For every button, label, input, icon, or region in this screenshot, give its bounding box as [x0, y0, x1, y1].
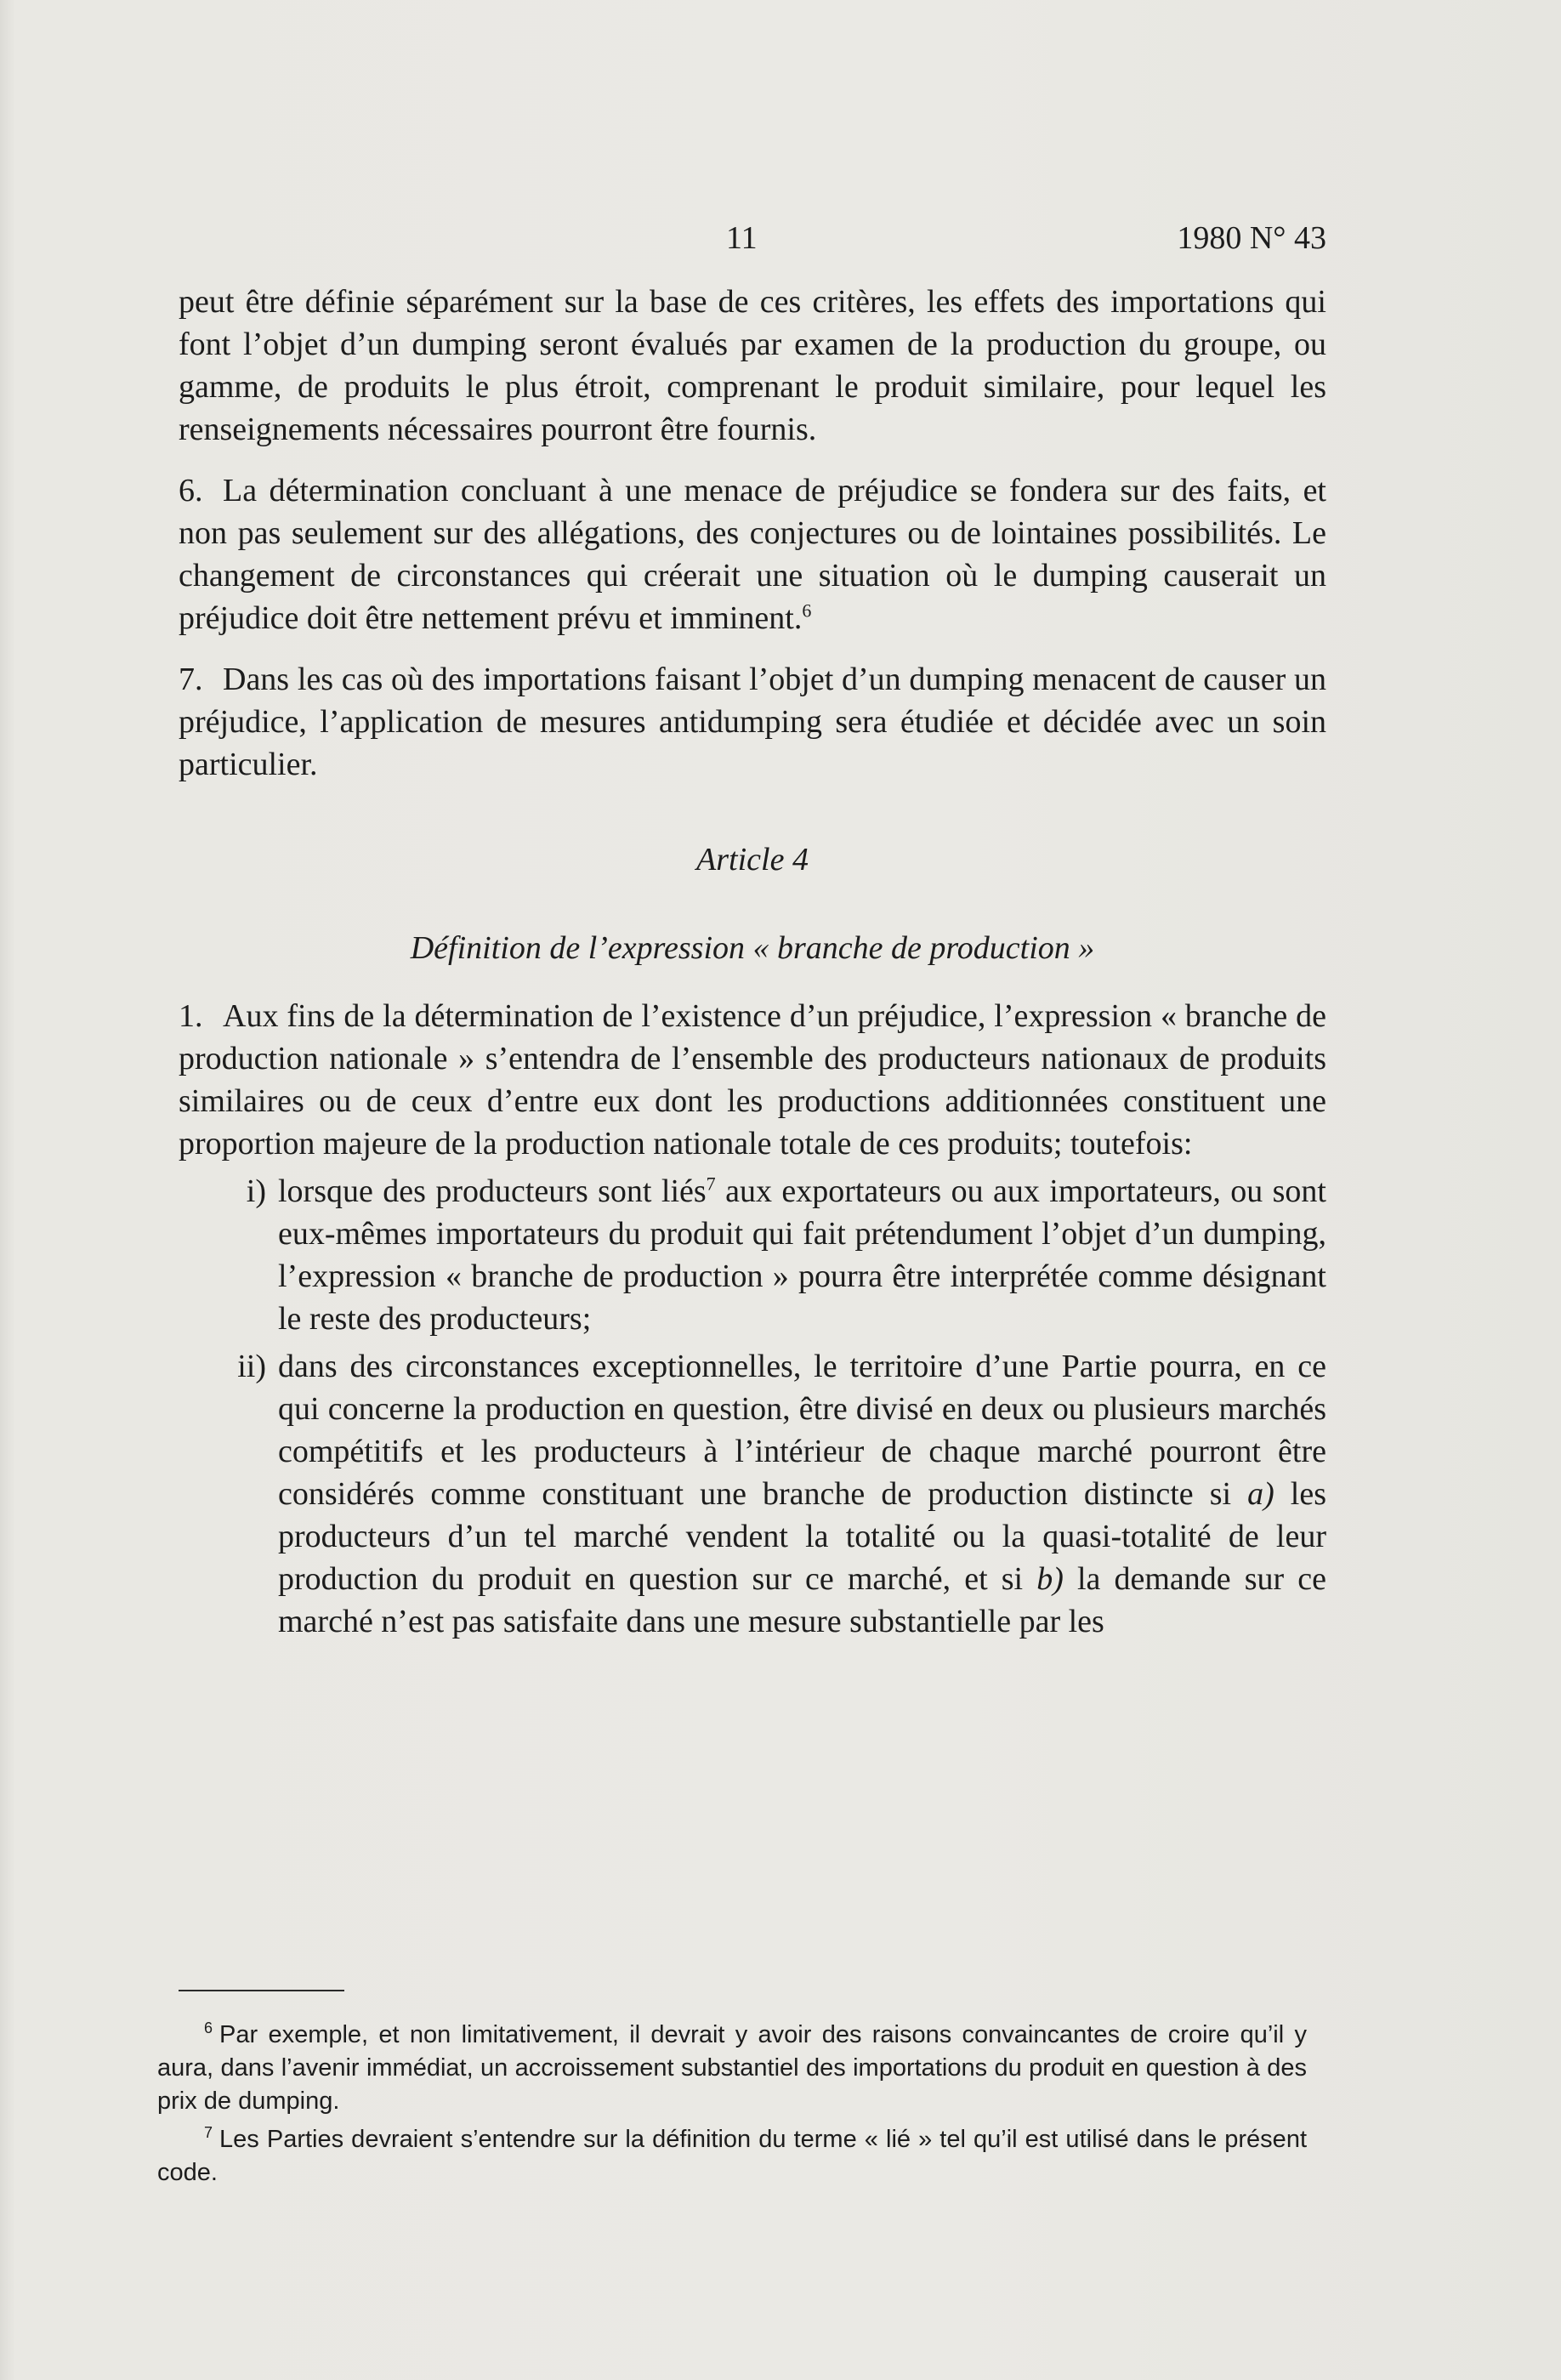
paragraph-text: Aux fins de la détermination de l’existence d’un préjudice, l’expression « branche de production nationale » s’entendra de l’ensemble des producteurs nationaux de produits similaires ou de ceux d’entre eux dont les productions additionnées constituent une proportion majeure de la production nationale totale de ces produits; toutefois: [179, 998, 1326, 1162]
footnote-text: Par exemple, et non limitativement, il devrait y avoir des raisons convaincantes de croire qu’il y aura, dans l’avenir immédiat, un accroissement substantiel des importations du produit en question à des prix de dumping. [157, 2021, 1307, 2115]
paragraph-number: 7. [179, 662, 203, 697]
item-text-end: la demande sur ce marché n’est pas satisfaite dans une mesure substantielle par les [278, 1561, 1326, 1639]
item-text-start: lorsque des producteurs sont liés [278, 1173, 707, 1209]
paragraph-text: Dans les cas où des importations faisant l’objet d’un dumping menacent de causer un préjudice, l’application de mesures antidumping sera étudiée et décidée avec un soin particulier. [179, 662, 1326, 782]
item-text [278, 1170, 1326, 1340]
item-label: ii) [237, 1349, 266, 1384]
footnote-ref: 7 [706, 1173, 716, 1195]
continuation-paragraph: peut être définie séparément sur la base de ces critères, les effets des importations qui font l’objet d’un dumping seront évalués par examen de la production du groupe, ou gamme, de produits le plus étroit, comprenant le produit similaire, pour lequel les renseignements nécessaires pourront être fournis. [179, 284, 1326, 447]
body-text [179, 281, 1326, 1643]
paragraph-6 [179, 469, 1326, 639]
sub-label-a: a) [1247, 1476, 1274, 1512]
document-reference: 1980 N° 43 [1177, 220, 1326, 256]
footnote-ref: 6 [802, 599, 812, 622]
paragraph-number: 6. [179, 473, 203, 508]
page-header [179, 219, 1326, 262]
article-title: Article 4 [696, 842, 809, 878]
list-item-i [179, 1170, 1326, 1340]
article-paragraph-1 [179, 995, 1326, 1165]
footnote-text: Les Parties devraient s’entendre sur la définition du terme « lié » tel qu’il est utilisé dans le présent code. [157, 2126, 1307, 2186]
footnote-divider [179, 1990, 344, 1991]
page-number: 11 [726, 220, 758, 256]
item-label: i) [246, 1173, 266, 1209]
footnote-number: 7 [204, 2124, 213, 2142]
item-text-end: aux exportateurs ou aux importateurs, ou sont eux-mêmes importateurs du produit qui fait prétendument l’objet d’un dumping, l’expression « branche de production » pourra être interprétée comme désignant le reste des producteurs; [278, 1173, 1326, 1337]
paragraph-text: La détermination concluant à une menace de préjudice se fondera sur des faits, et non pas seulement sur des allégations, des conjectures ou de lointaines possibilités. Le changement de circonstances qui créerait une situation où le dumping causerait un préjudice doit être nettement prévu et imminent. [179, 473, 1326, 636]
footnote-7 [157, 2123, 1307, 2190]
sub-label-b: b) [1036, 1561, 1064, 1597]
footnotes [157, 2014, 1307, 2190]
paragraph-7 [179, 658, 1326, 786]
article-subtitle: Définition de l’expression « branche de production » [410, 930, 1095, 966]
paragraph-number: 1. [179, 998, 203, 1034]
item-text [278, 1345, 1326, 1643]
item-text-mid: les producteurs d’un tel marché vendent la totalité ou la quasi-totalité de leur production du produit en question sur ce marché, et si [278, 1476, 1327, 1597]
item-text-start: dans des circonstances exceptionnelles, le territoire d’une Partie pourra, en ce qui concerne la production en question, être divisé en deux ou plusieurs marchés compétitifs et les producteurs à l’intérieur de chaque marché pourront être considérés comme constituant une branche de production distincte si [278, 1349, 1326, 1512]
footnote-number: 6 [204, 2019, 213, 2037]
list-item-ii [179, 1345, 1326, 1643]
footnote-6 [157, 2019, 1307, 2118]
